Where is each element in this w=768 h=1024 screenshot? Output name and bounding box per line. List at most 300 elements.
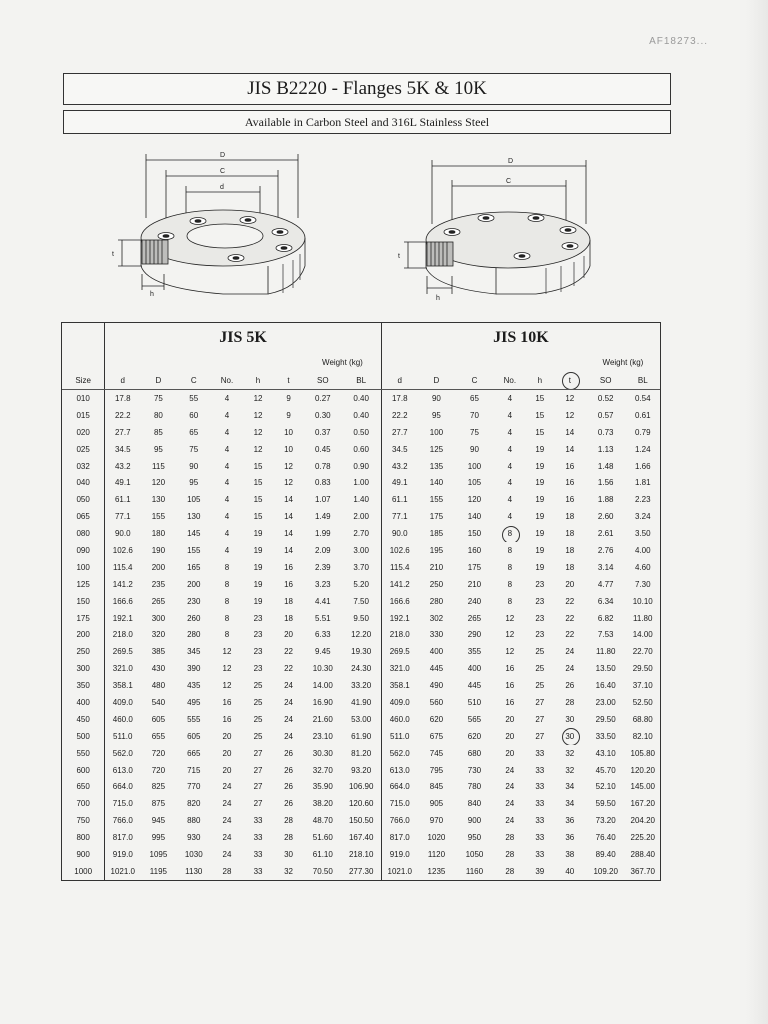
hand-drawn-circle bbox=[562, 372, 580, 390]
column-header-10k: C bbox=[455, 371, 494, 390]
table-cell: 43.2 bbox=[381, 458, 417, 475]
table-cell: 1.13 bbox=[597, 444, 614, 454]
table-cell: 664.0 bbox=[381, 778, 417, 795]
table-cell: 2.76 bbox=[597, 545, 614, 555]
table-cell: 210 bbox=[467, 579, 482, 589]
table-cell: 90.0 bbox=[381, 525, 417, 542]
table-cell: 4 bbox=[507, 461, 513, 471]
table-cell: 15 bbox=[253, 495, 263, 505]
table-cell: 85 bbox=[153, 427, 163, 437]
size-cell: 700 bbox=[62, 795, 105, 812]
table-row bbox=[62, 576, 660, 593]
table-cell: 29.50 bbox=[595, 714, 616, 724]
table-cell: 25 bbox=[253, 731, 263, 741]
table-cell: 218.10 bbox=[348, 849, 374, 859]
hand-drawn-circle bbox=[502, 526, 520, 542]
table-cell: 100 bbox=[467, 461, 482, 471]
table-cell: 19 bbox=[253, 562, 263, 572]
table-cell: 23.10 bbox=[312, 731, 333, 741]
table-cell: 33 bbox=[535, 799, 545, 809]
table-cell: 27 bbox=[253, 782, 263, 792]
table-cell: 59.50 bbox=[595, 799, 616, 809]
table-cell: 106.90 bbox=[348, 782, 374, 792]
table-cell: 12.20 bbox=[351, 630, 372, 640]
column-header-5k: BL bbox=[342, 371, 382, 390]
column-header-5k: h bbox=[243, 371, 273, 390]
table-row bbox=[62, 458, 660, 475]
table-cell: 20 bbox=[284, 630, 293, 640]
table-cell: 28 bbox=[505, 866, 515, 876]
table-cell: 32 bbox=[565, 748, 575, 758]
table-cell: 11.80 bbox=[633, 613, 653, 623]
table-cell: 20 bbox=[565, 579, 575, 589]
table-cell: 14 bbox=[284, 495, 293, 505]
column-header-10k: h bbox=[526, 371, 554, 390]
table-cell: 27.7 bbox=[381, 424, 417, 441]
size-cell: 450 bbox=[62, 711, 105, 728]
table-row bbox=[62, 643, 660, 660]
table-row bbox=[62, 660, 660, 677]
dim-label-h: h bbox=[150, 291, 154, 298]
table-cell: 435 bbox=[187, 681, 201, 691]
table-cell: 445 bbox=[429, 664, 444, 674]
dim-label-d: d bbox=[220, 184, 224, 191]
table-cell: 12 bbox=[505, 613, 515, 623]
table-cell: 770 bbox=[187, 782, 201, 792]
table-cell: 25 bbox=[253, 714, 263, 724]
table-cell: 8 bbox=[507, 579, 513, 589]
table-cell: 3.24 bbox=[634, 512, 651, 522]
table-cell: 4 bbox=[507, 512, 513, 522]
table-cell: 19 bbox=[535, 444, 545, 454]
size-cell: 800 bbox=[62, 829, 105, 846]
table-cell: 480 bbox=[151, 681, 166, 691]
table-cell: 73.20 bbox=[595, 816, 616, 826]
table-cell: 24 bbox=[505, 765, 515, 775]
table-cell: 115.4 bbox=[113, 562, 133, 572]
table-cell: 390 bbox=[187, 664, 201, 674]
table-cell: 4.77 bbox=[597, 579, 614, 589]
table-cell: 875 bbox=[151, 799, 166, 809]
table-cell: 19 bbox=[535, 495, 545, 505]
table-cell: 27 bbox=[253, 799, 263, 809]
size-cell: 500 bbox=[62, 728, 105, 745]
table-cell: 2.00 bbox=[353, 512, 369, 522]
table-row bbox=[62, 610, 660, 627]
table-cell: 22 bbox=[565, 613, 575, 623]
table-cell: 620 bbox=[467, 731, 482, 741]
table-cell: 4 bbox=[507, 410, 513, 420]
table-row bbox=[62, 762, 660, 779]
table-cell: 167.40 bbox=[348, 833, 374, 843]
table-cell: 665 bbox=[187, 748, 201, 758]
table-cell: 22 bbox=[284, 664, 293, 674]
size-cell: 150 bbox=[62, 593, 105, 610]
table-cell: 75 bbox=[470, 427, 479, 437]
table-cell: 125 bbox=[429, 444, 444, 454]
table-cell: 89.40 bbox=[595, 849, 616, 859]
table-cell: 795 bbox=[429, 765, 444, 775]
table-cell: 385 bbox=[151, 647, 166, 657]
table-cell: 715.0 bbox=[381, 795, 417, 812]
table-cell: 409.0 bbox=[112, 697, 133, 707]
table-cell: 8 bbox=[507, 596, 513, 606]
table-cell: 22.2 bbox=[381, 407, 417, 424]
table-cell: 70.50 bbox=[312, 866, 333, 876]
table-cell: 269.5 bbox=[381, 643, 417, 660]
table-cell: 1050 bbox=[465, 849, 484, 859]
table-cell: 23 bbox=[535, 630, 545, 640]
table-cell: 24 bbox=[565, 647, 575, 657]
table-cell: 2.23 bbox=[634, 495, 651, 505]
table-cell: 36 bbox=[565, 816, 575, 826]
flange-diagram-slip-on bbox=[108, 148, 318, 300]
table-cell: 8 bbox=[224, 630, 230, 640]
table-cell: 2.60 bbox=[597, 512, 614, 522]
table-cell: 49.1 bbox=[114, 478, 131, 488]
table-cell: 23 bbox=[253, 630, 263, 640]
column-header-size: Size bbox=[62, 371, 105, 390]
dim-label-D: D bbox=[220, 152, 226, 159]
table-cell: 3.23 bbox=[315, 579, 331, 589]
table-cell: 6.34 bbox=[597, 596, 614, 606]
table-cell: 120.20 bbox=[630, 765, 655, 775]
table-cell: 40 bbox=[565, 866, 575, 876]
table-cell: 14 bbox=[565, 444, 575, 454]
table-cell: 655 bbox=[151, 731, 166, 741]
table-cell: 102.6 bbox=[112, 545, 133, 555]
table-cell: 4 bbox=[507, 444, 513, 454]
table-cell: 195 bbox=[429, 545, 444, 555]
table-cell: 34 bbox=[565, 782, 575, 792]
table-cell: 12 bbox=[565, 393, 575, 403]
table-cell: 76.40 bbox=[595, 833, 616, 843]
table-cell: 20 bbox=[222, 765, 232, 775]
table-cell: 8 bbox=[494, 525, 526, 542]
hand-drawn-circle bbox=[562, 728, 580, 744]
column-header-10k: d bbox=[381, 371, 417, 390]
table-cell: 39 bbox=[535, 866, 545, 876]
table-cell: 1.24 bbox=[634, 444, 651, 454]
table-cell: 12 bbox=[284, 478, 293, 488]
table-cell: 33.50 bbox=[595, 731, 616, 741]
table-row bbox=[62, 441, 660, 458]
table-cell: 995 bbox=[151, 833, 166, 843]
table-cell: 23 bbox=[253, 613, 263, 623]
table-cell: 10.30 bbox=[312, 664, 333, 674]
table-cell: 0.61 bbox=[634, 410, 651, 420]
table-cell: 36 bbox=[565, 833, 575, 843]
size-cell: 1000 bbox=[62, 863, 105, 880]
table-cell: 192.1 bbox=[112, 613, 133, 623]
table-cell: 358.1 bbox=[381, 677, 417, 694]
table-cell: 720 bbox=[151, 765, 166, 775]
size-group-blank bbox=[62, 323, 105, 353]
table-cell: 52.10 bbox=[595, 782, 616, 792]
table-cell: 60 bbox=[189, 410, 199, 420]
table-cell: 3.50 bbox=[634, 529, 651, 539]
table-cell: 620 bbox=[429, 714, 444, 724]
table-cell: 16 bbox=[222, 697, 232, 707]
table-cell: 490 bbox=[429, 681, 444, 691]
size-cell: 015 bbox=[62, 407, 105, 424]
table-cell: 19 bbox=[535, 461, 545, 471]
table-cell: 675 bbox=[429, 731, 444, 741]
table-row bbox=[62, 593, 660, 610]
table-cell: 33.20 bbox=[351, 681, 372, 691]
table-cell: 33 bbox=[253, 833, 263, 843]
column-header-5k: t bbox=[273, 371, 304, 390]
table-cell: 817.0 bbox=[381, 829, 417, 846]
table-cell: 22.70 bbox=[632, 647, 653, 657]
table-cell: 52.50 bbox=[632, 697, 653, 707]
table-cell: 15 bbox=[253, 478, 263, 488]
table-cell: 367.70 bbox=[630, 866, 655, 876]
table-cell: 26 bbox=[284, 782, 293, 792]
size-cell: 650 bbox=[62, 778, 105, 795]
table-cell: 82.10 bbox=[632, 731, 653, 741]
table-row bbox=[62, 778, 660, 795]
group-header-10k: JIS 10K bbox=[381, 323, 660, 353]
table-cell: 300 bbox=[151, 613, 166, 623]
table-row bbox=[62, 846, 660, 863]
table-cell: 825 bbox=[151, 782, 166, 792]
table-cell: 4.60 bbox=[634, 562, 651, 572]
table-cell: 8 bbox=[224, 579, 230, 589]
table-cell: 820 bbox=[187, 799, 201, 809]
table-cell: 4 bbox=[224, 393, 230, 403]
table-cell: 9 bbox=[286, 393, 291, 403]
table-cell: 1130 bbox=[185, 866, 203, 876]
table-cell: 4 bbox=[224, 461, 230, 471]
table-cell: 4 bbox=[224, 410, 230, 420]
table-cell: 20 bbox=[505, 731, 515, 741]
column-header-10k: SO bbox=[586, 371, 626, 390]
table-row bbox=[62, 424, 660, 441]
table-cell: 115.4 bbox=[381, 559, 417, 576]
table-cell: 840 bbox=[467, 799, 482, 809]
table-cell: 10 bbox=[284, 427, 293, 437]
corner-mark: AF18273... bbox=[649, 36, 708, 47]
table-cell: 120 bbox=[467, 495, 482, 505]
table-cell: 27 bbox=[535, 731, 545, 741]
flange-diagram-blind bbox=[396, 154, 606, 304]
table-cell: 77.1 bbox=[381, 508, 417, 525]
table-cell: 0.60 bbox=[353, 444, 369, 454]
table-cell: 400 bbox=[467, 664, 482, 674]
table-cell: 28 bbox=[284, 833, 293, 843]
table-cell: 1.56 bbox=[597, 478, 614, 488]
table-cell: 33 bbox=[253, 866, 263, 876]
table-cell: 130 bbox=[151, 495, 166, 505]
table-cell: 409.0 bbox=[381, 694, 417, 711]
size-cell: 400 bbox=[62, 694, 105, 711]
table-cell: 19 bbox=[253, 579, 263, 589]
table-cell: 664.0 bbox=[112, 782, 133, 792]
table-cell: 8 bbox=[507, 545, 513, 555]
table-cell: 18 bbox=[565, 512, 575, 522]
table-cell: 8 bbox=[224, 613, 230, 623]
table-cell: 26 bbox=[284, 748, 293, 758]
table-cell: 18 bbox=[284, 613, 293, 623]
table-cell: 218.0 bbox=[381, 626, 417, 643]
table-cell: 715.0 bbox=[112, 799, 133, 809]
table-cell: 6.82 bbox=[597, 613, 614, 623]
table-cell: 28 bbox=[565, 697, 575, 707]
table-cell: 24 bbox=[284, 697, 293, 707]
table-cell: 0.30 bbox=[315, 410, 331, 420]
table-cell: 460.0 bbox=[381, 711, 417, 728]
table-row bbox=[62, 829, 660, 846]
table-cell: 100 bbox=[429, 427, 444, 437]
table-cell: 540 bbox=[151, 697, 166, 707]
table-cell: 0.37 bbox=[315, 427, 331, 437]
table-cell: 5.51 bbox=[315, 613, 331, 623]
table-cell: 16 bbox=[565, 495, 575, 505]
table-cell: 0.50 bbox=[353, 427, 369, 437]
table-cell: 1235 bbox=[427, 866, 446, 876]
table-cell: 200 bbox=[187, 579, 201, 589]
table-cell: 210 bbox=[429, 562, 444, 572]
table-cell: 0.83 bbox=[315, 478, 331, 488]
table-cell: 19 bbox=[535, 562, 545, 572]
table-cell: 0.73 bbox=[597, 427, 614, 437]
table-cell: 19 bbox=[253, 545, 263, 555]
table-cell: 160 bbox=[467, 545, 482, 555]
table-cell: 33 bbox=[535, 748, 545, 758]
table-cell: 970 bbox=[429, 816, 444, 826]
table-cell: 919.0 bbox=[112, 849, 133, 859]
table-cell: 12 bbox=[253, 393, 263, 403]
table-cell: 28 bbox=[505, 833, 515, 843]
table-cell: 3.14 bbox=[597, 562, 614, 572]
group-header-5k: JIS 5K bbox=[219, 329, 267, 346]
table-cell: 430 bbox=[151, 664, 166, 674]
flange-table bbox=[61, 322, 661, 881]
table-cell: 4 bbox=[224, 545, 230, 555]
table-cell: 15 bbox=[535, 427, 545, 437]
table-cell: 7.50 bbox=[353, 596, 369, 606]
table-cell: 155 bbox=[151, 512, 166, 522]
table-cell: 12 bbox=[253, 444, 263, 454]
table-row bbox=[62, 559, 660, 576]
table-cell: 155 bbox=[187, 545, 201, 555]
table-cell: 26 bbox=[284, 765, 293, 775]
table-cell: 290 bbox=[467, 630, 482, 640]
table-cell: 33 bbox=[535, 765, 545, 775]
size-cell: 200 bbox=[62, 626, 105, 643]
table-cell: 1.00 bbox=[353, 478, 369, 488]
table-cell: 280 bbox=[187, 630, 201, 640]
table-cell: 4 bbox=[507, 495, 513, 505]
table-cell: 1.66 bbox=[634, 461, 651, 471]
column-header-5k: SO bbox=[304, 371, 341, 390]
table-cell: 53.00 bbox=[351, 714, 372, 724]
column-header-10k: D bbox=[418, 371, 455, 390]
table-cell: 16.90 bbox=[312, 697, 333, 707]
table-row bbox=[62, 407, 660, 424]
table-cell: 32 bbox=[565, 765, 575, 775]
table-cell: 200 bbox=[151, 562, 166, 572]
table-cell: 166.6 bbox=[112, 596, 133, 606]
table-cell: 150 bbox=[467, 529, 482, 539]
table-cell: 95 bbox=[431, 410, 441, 420]
table-cell: 16 bbox=[565, 461, 575, 471]
table-cell: 20 bbox=[222, 748, 232, 758]
table-cell: 0.54 bbox=[634, 393, 651, 403]
table-cell: 81.20 bbox=[351, 748, 372, 758]
table-cell: 4 bbox=[507, 427, 513, 437]
table-cell: 77.1 bbox=[114, 512, 131, 522]
table-cell: 302 bbox=[429, 613, 444, 623]
table-cell: 105 bbox=[187, 495, 201, 505]
table-cell: 18 bbox=[565, 562, 575, 572]
size-cell: 350 bbox=[62, 677, 105, 694]
table-cell: 0.45 bbox=[315, 444, 331, 454]
table-cell: 905 bbox=[429, 799, 444, 809]
table-cell: 15 bbox=[535, 410, 545, 420]
table-cell: 560 bbox=[429, 697, 444, 707]
table-cell: 9.45 bbox=[315, 647, 331, 657]
size-cell: 600 bbox=[62, 762, 105, 779]
table-cell: 4 bbox=[224, 495, 230, 505]
table-cell: 280 bbox=[429, 596, 444, 606]
table-cell: 19.30 bbox=[351, 647, 372, 657]
table-cell: 33 bbox=[253, 849, 263, 859]
table-cell: 0.79 bbox=[634, 427, 651, 437]
table-cell: 120.60 bbox=[348, 799, 374, 809]
table-row bbox=[62, 694, 660, 711]
table-cell: 192.1 bbox=[381, 610, 417, 627]
table-cell: 33 bbox=[253, 816, 263, 826]
table-cell: 1.48 bbox=[597, 461, 614, 471]
table-row bbox=[62, 626, 660, 643]
table-cell: 900 bbox=[467, 816, 482, 826]
table-cell: 7.53 bbox=[597, 630, 614, 640]
dim-label-C-right: C bbox=[506, 178, 512, 185]
table-cell: 65 bbox=[189, 427, 199, 437]
table-cell: 766.0 bbox=[112, 816, 133, 826]
table-cell: 269.5 bbox=[112, 647, 133, 657]
table-cell: 9 bbox=[286, 410, 291, 420]
table-cell: 95 bbox=[153, 444, 163, 454]
table-cell: 680 bbox=[467, 748, 482, 758]
table-cell: 715 bbox=[187, 765, 201, 775]
table-cell: 1095 bbox=[149, 849, 168, 859]
table-cell: 4.41 bbox=[315, 596, 331, 606]
page-subtitle: Available in Carbon Steel and 316L Stainless Steel bbox=[63, 110, 671, 134]
table-cell: 1.81 bbox=[634, 478, 651, 488]
table-cell: 25 bbox=[535, 664, 545, 674]
table-cell: 235 bbox=[151, 579, 166, 589]
table-cell: 4 bbox=[224, 478, 230, 488]
table-cell: 1.99 bbox=[315, 529, 331, 539]
table-cell: 18 bbox=[565, 529, 575, 539]
table-cell: 15 bbox=[253, 461, 263, 471]
table-cell: 27 bbox=[253, 748, 263, 758]
table-cell: 61.10 bbox=[312, 849, 333, 859]
table-cell: 358.1 bbox=[112, 681, 133, 691]
table-cell: 19 bbox=[535, 478, 545, 488]
column-header-5k: D bbox=[140, 371, 176, 390]
table-cell: 14.00 bbox=[312, 681, 333, 691]
table-cell: 562.0 bbox=[381, 745, 417, 762]
table-cell: 240 bbox=[467, 596, 482, 606]
table-cell: 0.90 bbox=[353, 461, 369, 471]
size-cell: 125 bbox=[62, 576, 105, 593]
table-cell: 204.20 bbox=[630, 816, 655, 826]
table-cell: 16 bbox=[505, 697, 515, 707]
